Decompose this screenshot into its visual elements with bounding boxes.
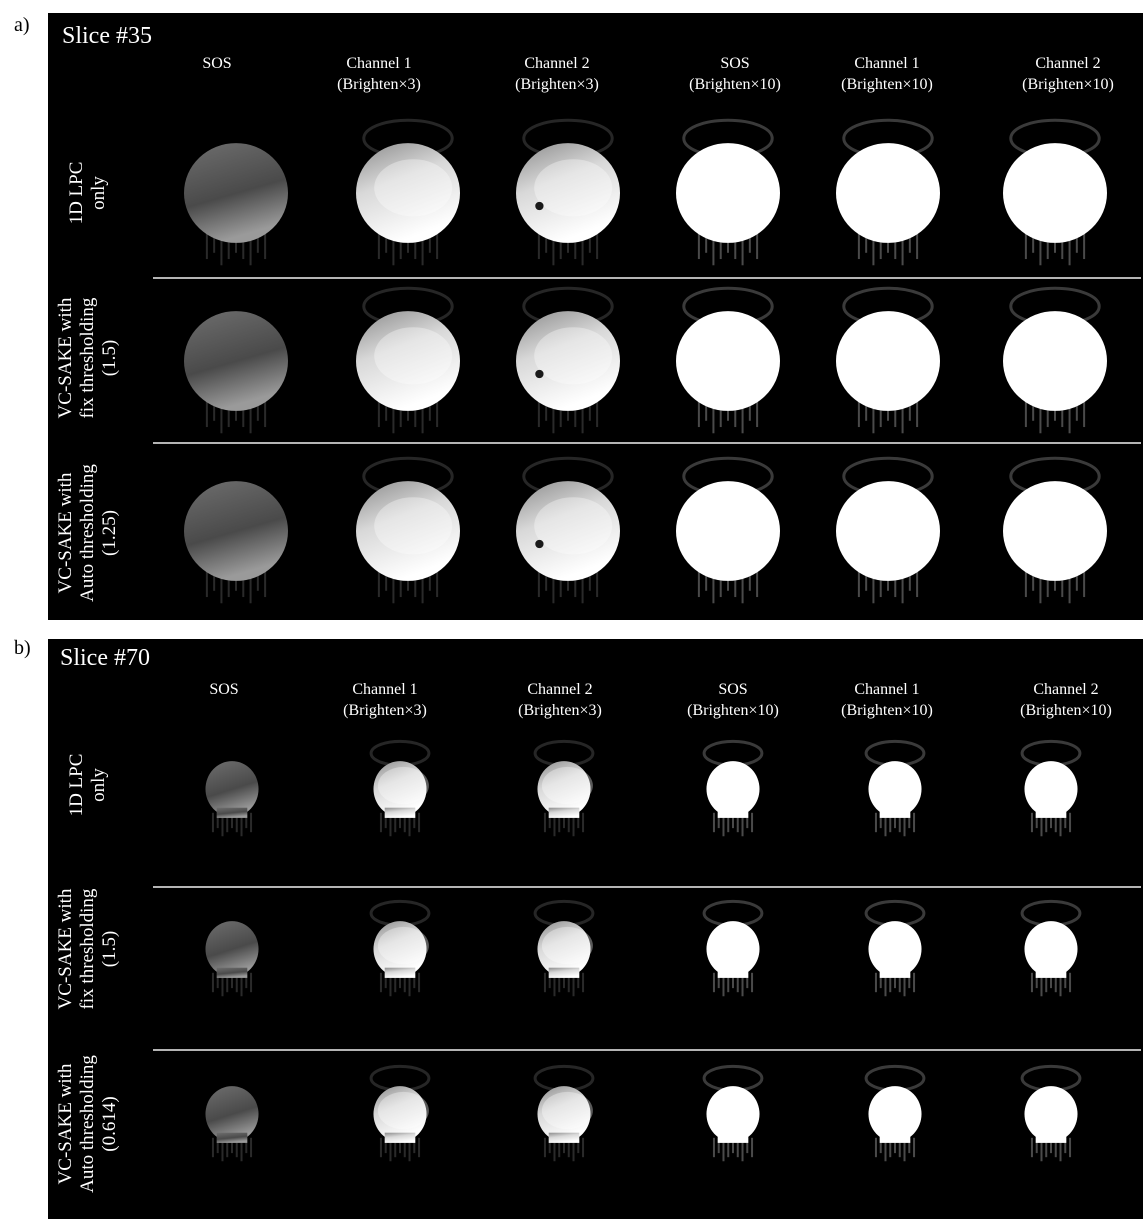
- panel-a-col-header-6: Channel 2 (Brighten×10): [1022, 55, 1114, 93]
- panel-b-figure: [48, 639, 1143, 1219]
- mri-cell-5: [866, 741, 924, 836]
- panel-a-slice-title: Slice #35: [62, 23, 152, 49]
- mri-cell-15: [516, 458, 620, 603]
- mri-cell-4: [676, 120, 780, 265]
- panel-b-row-label-1: 1D LPC only: [66, 753, 109, 817]
- panel-b-row-label-3: VC-SAKE with Auto thresholding (0.614): [55, 1055, 120, 1193]
- mri-cell-16: [704, 1066, 762, 1161]
- mri-cell-1: [205, 761, 258, 836]
- panel-b-row-divider-2: [153, 1049, 1141, 1051]
- panel-a-letter: a): [14, 14, 30, 36]
- mri-cell-14: [371, 1066, 429, 1161]
- mri-cell-7: [205, 921, 258, 996]
- mri-cell-2: [371, 741, 429, 836]
- panel-a-col-header-5: Channel 1 (Brighten×10): [841, 55, 933, 93]
- panel-b-slice-title: Slice #70: [60, 645, 150, 671]
- mri-cell-11: [836, 288, 940, 433]
- mri-cell-17: [836, 458, 940, 603]
- mri-cell-6: [1022, 741, 1080, 836]
- mri-cell-6: [1003, 120, 1107, 265]
- mri-cell-3: [516, 120, 620, 265]
- mri-cell-10: [676, 288, 780, 433]
- mri-cell-5: [836, 120, 940, 265]
- panel-a-figure: [48, 13, 1143, 620]
- mri-cell-11: [866, 901, 924, 996]
- panel-b-col-header-6: Channel 2 (Brighten×10): [1020, 681, 1112, 719]
- mri-cell-13: [184, 481, 288, 603]
- panel-a-row-label-1: 1D LPC only: [66, 161, 109, 225]
- mri-cell-7: [184, 311, 288, 433]
- panel-b-col-header-3: Channel 2 (Brighten×3): [518, 681, 602, 719]
- mri-cell-14: [356, 458, 460, 603]
- panel-b-col-header-2: Channel 1 (Brighten×3): [343, 681, 427, 719]
- panel-a-col-header-4: SOS (Brighten×10): [689, 55, 781, 93]
- mri-cell-8: [356, 288, 460, 433]
- panel-a-row-label-2: VC-SAKE with fix thresholding (1.5): [55, 297, 120, 419]
- panel-b-letter: b): [14, 637, 31, 659]
- mri-cell-12: [1022, 901, 1080, 996]
- mri-cell-8: [371, 901, 429, 996]
- panel-a-row-divider-2: [153, 442, 1141, 444]
- mri-cell-9: [535, 901, 593, 996]
- mri-cell-15: [535, 1066, 593, 1161]
- panel-b-col-header-5: Channel 1 (Brighten×10): [841, 681, 933, 719]
- mri-cell-9: [516, 288, 620, 433]
- mri-cell-10: [704, 901, 762, 996]
- panel-a-row-divider-1: [153, 277, 1141, 279]
- mri-cell-18: [1022, 1066, 1080, 1161]
- panel-b-image-grid: [48, 639, 1143, 1219]
- mri-cell-17: [866, 1066, 924, 1161]
- panel-b-col-header-1: SOS: [209, 681, 239, 698]
- mri-cell-12: [1003, 288, 1107, 433]
- mri-cell-4: [704, 741, 762, 836]
- panel-b-col-header-4: SOS (Brighten×10): [687, 681, 779, 719]
- panel-a-row-label-3: VC-SAKE with Auto thresholding (1.25): [55, 464, 120, 602]
- panel-a-image-grid: [48, 13, 1143, 620]
- mri-cell-13: [205, 1086, 258, 1161]
- panel-a-col-header-2: Channel 1 (Brighten×3): [337, 55, 421, 93]
- mri-cell-3: [535, 741, 593, 836]
- mri-cell-1: [184, 143, 288, 265]
- panel-a-col-header-1: SOS: [202, 55, 232, 72]
- mri-cell-16: [676, 458, 780, 603]
- panel-b-row-divider-1: [153, 886, 1141, 888]
- mri-cell-18: [1003, 458, 1107, 603]
- panel-b-row-label-2: VC-SAKE with fix thresholding (1.5): [55, 888, 120, 1010]
- mri-cell-2: [356, 120, 460, 265]
- panel-a-col-header-3: Channel 2 (Brighten×3): [515, 55, 599, 93]
